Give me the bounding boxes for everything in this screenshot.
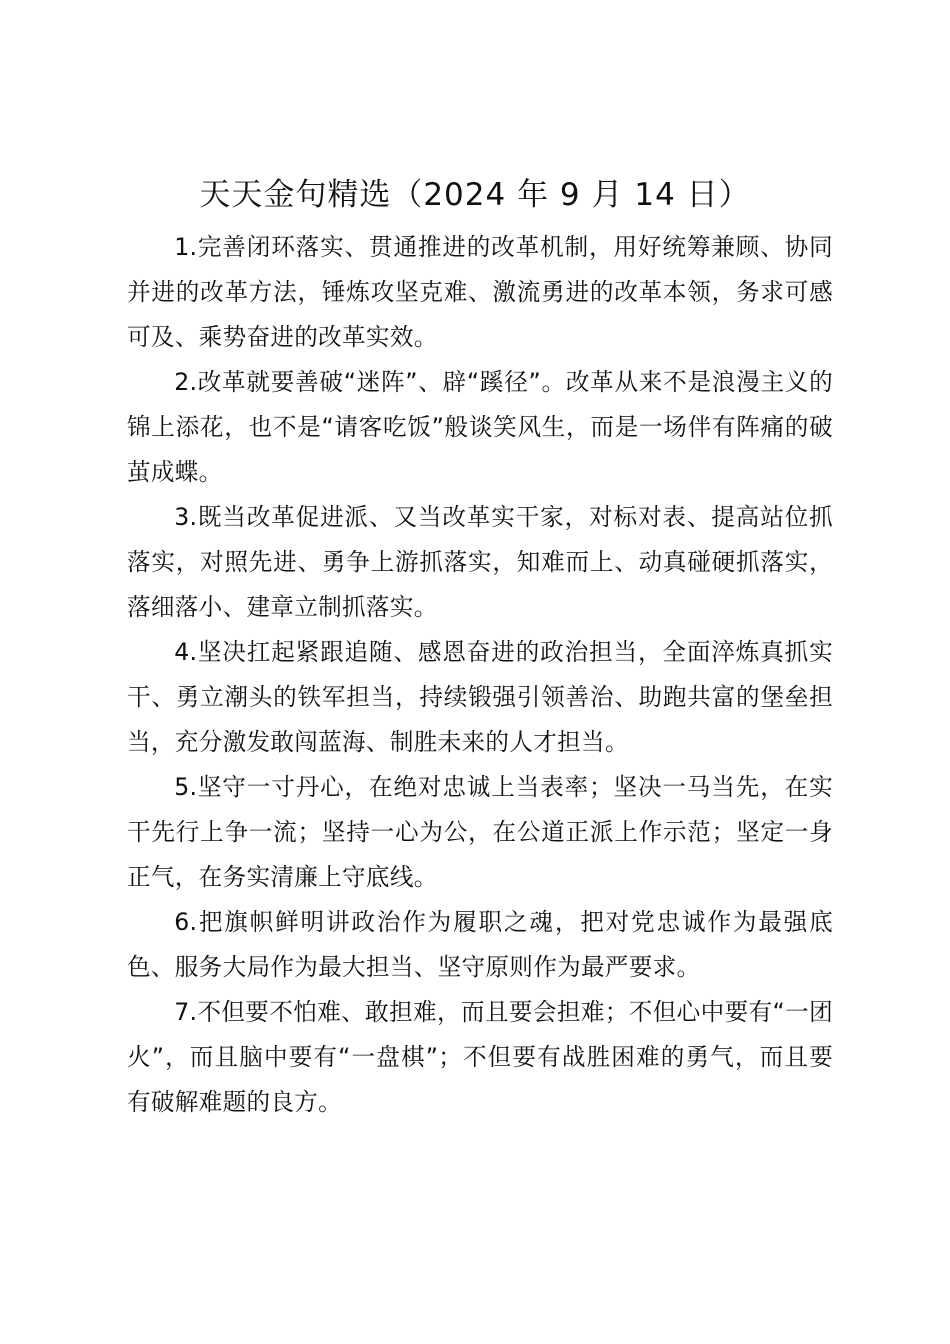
paragraph-3: 3.既当改革促进派、又当改革实干家，对标对表、提高站位抓落实，对照先进、勇争上游抓落实，知难而上、动真碰硬抓落实，落细落小、建章立制抓落实。 — [127, 503, 833, 621]
document-title: 天天金句精选（2024 年 9 月 14 日） — [199, 177, 751, 213]
paragraph-6: 6.把旗帜鲜明讲政治作为履职之魂，把对党忠诚作为最强底色、服务大局作为最大担当、坚守原则作为最严要求。 — [127, 908, 833, 981]
paragraph-4: 4.坚决扛起紧跟追随、感恩奋进的政治担当，全面淬炼真抓实干、勇立潮头的铁军担当，持续锻强引领善治、助跑共富的堡垒担当，充分激发敢闯蓝海、制胜未来的人才担当。 — [127, 638, 833, 756]
paragraph-2: 2.改革就要善破“迷阵”、辟“蹊径”。改革从来不是浪漫主义的锦上添花，也不是“请客吃饭”般谈笑风生，而是一场伴有阵痛的破茧成蝶。 — [127, 368, 833, 486]
paragraph-7: 7.不但要不怕难、敢担难，而且要会担难；不但心中要有“一团火”，而且脑中要有“一盘棋”；不但要有战胜困难的勇气，而且要有破解难题的良方。 — [127, 998, 833, 1116]
paragraph-5: 5.坚守一寸丹心，在绝对忠诚上当表率；坚决一马当先，在实干先行上争一流；坚持一心为公，在公道正派上作示范；坚定一身正气，在务实清廉上守底线。 — [127, 773, 833, 891]
document-body — [127, 225, 833, 1125]
paragraph-1: 1.完善闭环落实、贯通推进的改革机制，用好统筹兼顾、协同并进的改革方法，锤炼攻坚克难、激流勇进的改革本领，务求可感可及、乘势奋进的改革实效。 — [127, 233, 833, 351]
